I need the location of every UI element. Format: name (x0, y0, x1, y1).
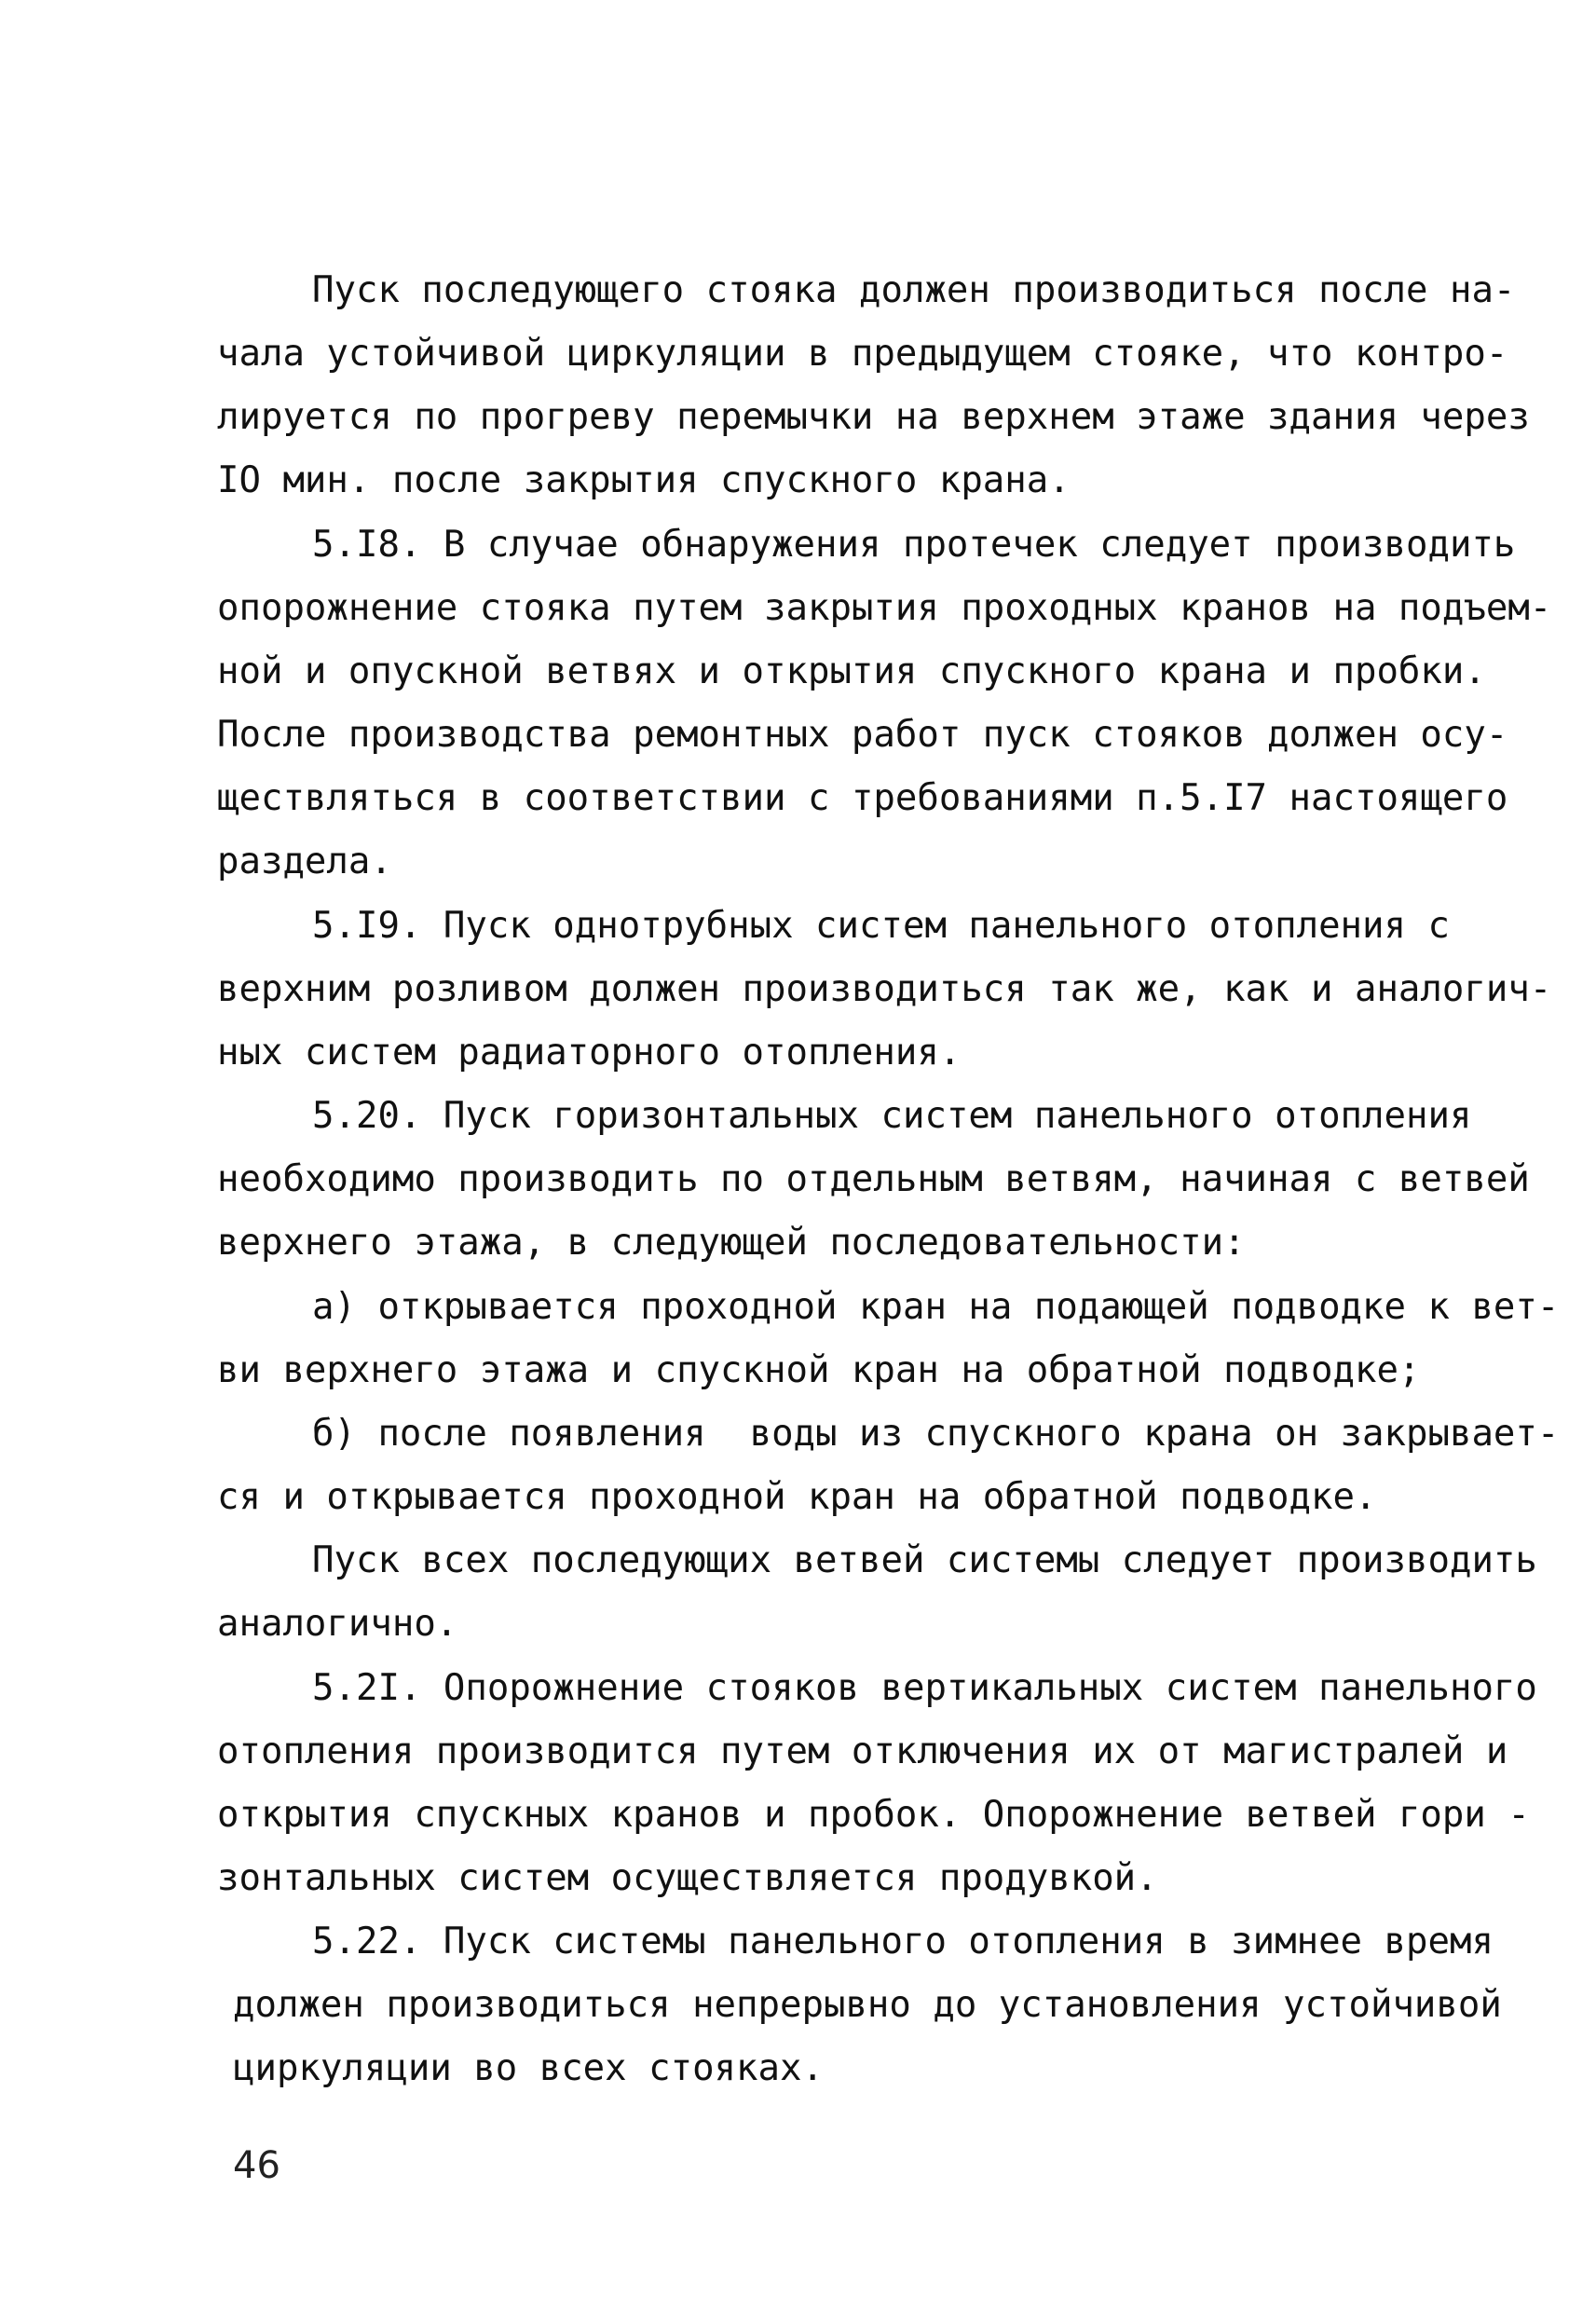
text-line: 5.I8. В случае обнаружения протечек следует производить (312, 524, 1516, 566)
text-line: опорожнение стояка путем закрытия проходных кранов на подъем- (217, 587, 1552, 629)
text-line: аналогично. (217, 1603, 458, 1645)
text-line: лируется по прогреву перемычки на верхнем этаже здания через (217, 396, 1530, 438)
text-line: Пуск последующего стояка должен производиться после на- (312, 269, 1516, 311)
text-line: чала устойчивой циркуляции в предыдущем стояке, что контро- (217, 333, 1508, 375)
text-line: ществляться в соответствии с требованиями п.5.I7 настоящего (217, 777, 1508, 819)
text-line: IO мин. после закрытия спускного крана. (217, 459, 1071, 501)
text-line: Пуск всех последующих ветвей системы следует производить (312, 1539, 1537, 1581)
text-line: б) после появления воды из спускного крана он закрывает- (312, 1413, 1560, 1455)
text-line: 5.I9. Пуск однотрубных систем панельного отопления с (312, 905, 1450, 947)
text-line: 5.20. Пуск горизонтальных систем панельного отопления (312, 1095, 1472, 1137)
text-line: После производства ремонтных работ пуск стояков должен осу- (217, 714, 1508, 756)
text-line: ви верхнего этажа и спускной кран на обратной подводке; (217, 1349, 1421, 1391)
text-line: ной и опускной ветвях и открытия спускного крана и пробки. (217, 650, 1486, 692)
page-number: 46 (233, 2144, 280, 2187)
text-line: отопления производится путем отключения их от магистралей и (217, 1730, 1508, 1772)
text-line: верхнего этажа, в следующей последовательности: (217, 1222, 1246, 1264)
text-line: раздела. (217, 841, 392, 882)
text-line: ных систем радиаторного отопления. (217, 1032, 962, 1073)
text-line: верхним розливом должен производиться так же, как и аналогич- (217, 968, 1552, 1010)
text-line: зонтальных систем осуществляется продувкой. (217, 1857, 1158, 1899)
text-line: необходимо производить по отдельным ветвям, начиная с ветвей (217, 1158, 1530, 1200)
text-line: 5.2I. Опорожнение стояков вертикальных систем панельного (312, 1667, 1537, 1709)
text-line: должен производиться непрерывно до установления устойчивой (233, 1984, 1502, 2026)
text-line: открытия спускных кранов и пробок. Опорожнение ветвей гори - (217, 1794, 1530, 1836)
text-line: циркуляции во всех стояках. (233, 2047, 824, 2089)
text-line: ся и открывается проходной кран на обратной подводке. (217, 1476, 1377, 1518)
text-line: а) открывается проходной кран на подающей подводке к вет- (312, 1286, 1560, 1328)
text-line: 5.22. Пуск системы панельного отопления в зимнее время (312, 1921, 1494, 1962)
